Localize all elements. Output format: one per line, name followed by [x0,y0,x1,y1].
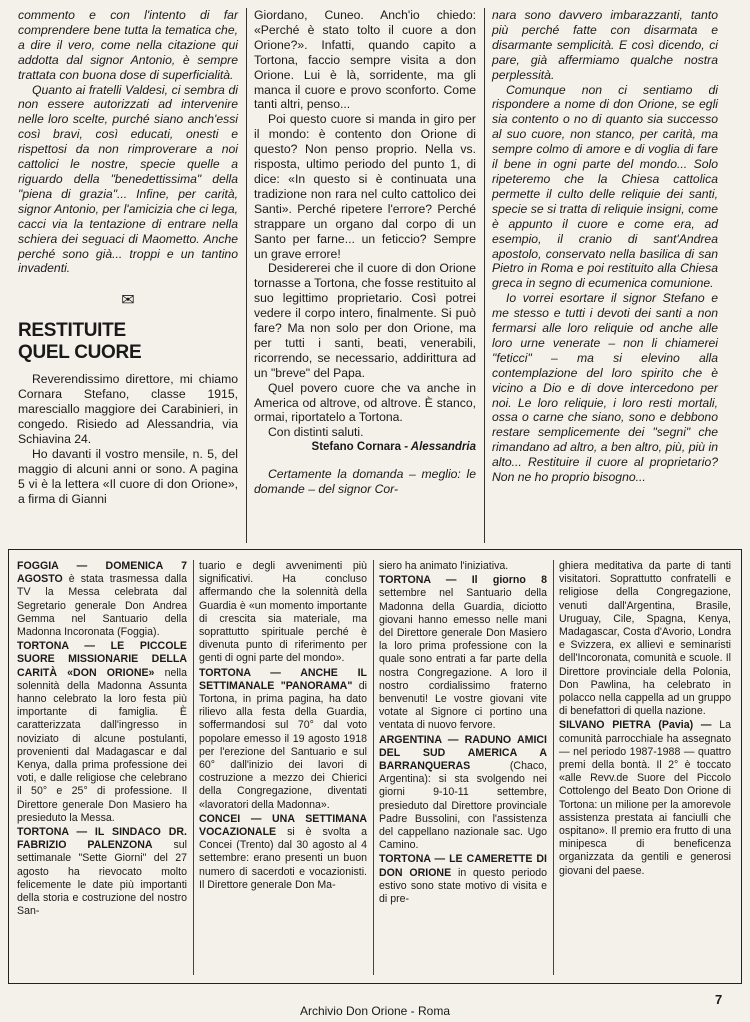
news-item [199,667,367,812]
col1-paragraph-4: Ho davanti il vostro mensile, n. 5, del maggio di alcuni anni or sono. A pagina 5 vi è la lettera «Il cuore di don Orione», a firma di Gianni [18,446,238,506]
news-headline: SILVANO PIETRA (Pavia) — [559,719,712,732]
news-text: siero ha animato l'iniziativa. [379,560,509,572]
news-headline: TORTONA — LE PICCOLE SUORE MISSIONARIE DELLA CARITÀ «DON ORIONE» [17,640,187,679]
col3-paragraph-2: Comunque non ci sentiamo di rispondere a nome di don Orione, se egli sia contento o no di quanto sia successo al suo cuore, non stanco, per carità, ma sempre colmo di amore e di voglia di fare il bene in ogni parte del mondo... Solo ripeteremo che la Chiesa cattolica permette il culto delle reliquie dei santi, specie se si tratta di reliquie insigni, come è appunto il cuore e come era, ad esempio, il cranio di sant'Andrea apostolo, conservato nella basilica di san Pietro in Roma e poi restituito alla Chiesa greca in segno di ecumenica comunione. [492,82,718,291]
news-headline: CONCEI — UNA SETTIMANA VOCAZIONALE [199,812,367,839]
news-text: sul settimanale "Sette Giorni" del 27 agosto ha rievocato molto felicemente le date più importanti della storia e costruzione del nostro San- [17,839,187,918]
col2-paragraph-4: Quel povero cuore che va anche in America od altrove, od altrove. È stanco, ormai, riportatelo a Tortona. [254,380,476,425]
section-title [18,320,238,364]
news-column-4 [559,560,731,879]
news-text: settembre nel Santuario della Madonna della Guardia, diciotto giovani hanno emesso nelle mani del Direttore generale Don Masiero la loro prima professione con la quale sono entrati a far parte della nostra Congregazione. A loro il nostro cordialissimo fraterno benvenuti! Le vostre giovani vite votate al Signore ci portino una ventata di nuovo fervore. [379,587,547,732]
news-column-1 [17,560,187,919]
top-column-3 [492,8,718,485]
top-column-1 [18,8,238,506]
signature-name: Stefano Cornara [311,441,401,454]
news-headline: TORTONA — LE CAMERETTE DI DON ORIONE [379,853,547,879]
news-text: ghiera meditativa da parte di tanti visitatori. Soprattutto confratelli e religiose della Congregazione, venuti dall'Argentina, Brasile, Uruguay, Cile, Spagna, Kenya, Madagascar, Costa d'Avorio, Londra e Svizzera, ex allievi e seminaristi dell'Incoronata, comunità e scuole. Il Direttore provinciale della Polonia, Don Pawlina, ha celebrato in polacco nella cappella ad un gruppo di benefattori di quella nazione. [559,560,731,718]
news-headline: TORTONA — Il giorno 8 [379,574,547,587]
envelope-icon: ✉ [121,292,135,310]
col2-paragraph-2: Poi questo cuore si manda in giro per il mondo: è contento don Orione di questo? Non penso proprio. Nella vs. risposta, ultimo periodo del punto 1, di dice: «In questo si è continuata una tradizione non rara nel culto cattolico dei Santi». Perché ripetere l'errore? Perché strappare un organo dal corpo di un Santo per farne... un feticcio? Sempre un grave errore! [254,112,476,261]
news-text: (Chaco, Argentina): si sta svolgendo nei giorni 9-10-11 settembre, presieduto dal Direttore provinciale Padre Bussolini, con l'assistenza del cappellano nazionale sac. Ugo Camino. [379,760,547,852]
col3-paragraph-1: nara sono davvero imbarazzanti, tanto più perché fatte con disarmata e disarmante semplicità. E così dicendo, ci pare, già affermiamo qualche nostra perplessità. [492,8,718,82]
news-text: si è svolta a Concei (Trento) dal 30 agosto al 4 settembre: erano presenti un buon numero di sacerdoti e vocazionisti. Il Direttore generale Don Ma- [199,826,367,891]
col3-paragraph-3: Io vorrei esortare il signor Stefano e me stesso e tutti i devoti dei santi a non fermarsi alle loro reliquie od anche alle loro urne venerate – non li chiamerei "feticci" – ma si elevino alla contemplazione del loro spirito che è vicino a Dio e di dove intercedono per noi. Le loro reliquie, i loro resti mortali, ossa o carne che siano, sono e debbono restare semplicemente dei "segni" che rimandano ad altro, a ben altro, più, più in alto... Restituire il cuore al proprietario? Non ne ho proprio bisogno... [492,291,718,485]
section-title-line-2: QUEL CUORE [18,342,142,364]
news-column-2 [199,560,367,893]
column-divider-1 [246,8,247,543]
col2-paragraph-6: Certamente la domanda – meglio: le domande – del signor Cor- [254,467,476,497]
archive-footer: Archivio Don Orione - Roma [299,1004,451,1018]
news-text: La comunità parrocchiale ha assegnato — nel periodo 1987-1988 — quattro premi della bontà. Il 2° è toccato «alle Revv.de Suore del Piccolo Cottolengo del Beato Don Orione di Tortona: un milione per la amorevole assistenza prestata ai fanciulli che ospitano». Il premio era frutto di una minipesca di beneficenza organizzata da gentili e generosi giovani del paese. [559,719,731,877]
news-item [379,734,547,853]
news-column-3 [379,560,547,907]
col2-paragraph-1: Giordano, Cuneo. Anch'io chiedo: «Perché è stato tolto il cuore a don Orione?». Infatti, quando capito a Tortona, faccio sempre visita a don Orione. Lui è là, sorridente, ma gli manca il cuore e provo sconforto. Come tanti altri, penso... [254,8,476,112]
col2-paragraph-3: Desidererei che il cuore di don Orione tornasse a Tortona, che fosse restituito al suo legittimo proprietario. Così potrei vedere il corpo intero, finalmente. Si può fare? Ma non solo per don Orione, ma per tutti i santi, beati, venerabili, ricorrendo, se necessario, addirittura ad un "breve" del Papa. [254,261,476,380]
news-text: tuario e degli avvenimenti più significativi. Ha concluso affermando che la solennità della Guardia è «un momento importante di crescita sia materiale, ma soprattutto spirituale perché è divenuta punto di riferimento per genti di ogni parte del mondo». [199,560,367,665]
news-divider-2 [373,560,374,975]
signature-city: - Alessandria [404,441,476,454]
col2-paragraph-5: Con distinti saluti. [268,425,364,440]
news-text: di Tortona, in prima pagina, ha dato rilievo alla festa della Guardia, soffermandosi sul 70° dal voto popolare emesso il 19 agosto 1918 per l'erezione del Santuario e sul 60° dall'inizio dei lavori di costruzione a mezzo dei Chierici della Congregazione, diventati «lavoratori della Madonna». [199,679,367,811]
news-item [199,813,367,892]
column-divider-2 [484,8,485,543]
section-title-line-1: RESTITUITE [18,320,126,342]
news-text: in questo periodo estivo sono state motivo di visita e di pre- [379,866,548,906]
top-column-2 [254,8,476,497]
col1-paragraph-3: Reverendissimo direttore, mi chiamo Cornara Stefano, classe 1915, maresciallo maggiore dei Carabinieri, in congedo. Risiedo ad Alessandria, via Schiavina 24. [18,372,238,446]
news-item [559,719,731,877]
col1-paragraph-1: commento e con l'intento di far comprendere bene tutta la tematica che, a dire il vero, come nella citazione qui addotta dal signor Antonio, è sempre trattata con buona dose di superficialità. [18,8,238,82]
news-divider-3 [553,560,554,975]
news-item [17,826,187,918]
news-headline: FOGGIA — DOMENICA 7 AGOSTO [17,560,187,586]
signature [254,440,476,455]
news-text: è stata trasmessa dalla TV la Messa celebrata dal Segretario generale Don Andrea Gemma nel Santuario della Madonna Incoronata (Foggia). [17,573,187,639]
news-headline: TORTONA — ANCHE IL SETTIMANALE "PANORAMA" [199,666,367,692]
news-headline: ARGENTINA — RADUNO AMICI DEL SUD AMERICA A BARRANQUERAS [379,733,547,773]
page-number: 7 [715,992,723,1007]
news-headline: TORTONA — IL SINDACO DR. FABRIZIO PALENZONA [17,826,187,852]
news-item [379,853,547,906]
news-divider-1 [193,560,194,975]
news-item [379,574,547,732]
col1-paragraph-2: Quanto ai fratelli Valdesi, ci sembra di non essere autorizzati ad intervenire nelle loro scelte, purché siano anch'essi così bravi, così educati, onesti e rispettosi da non rimproverare a noi cattolici le nostre, specie quelle a riguardo della "benedettissima" della "piena di grazia"... Infine, per carità, signor Antonio, per l'amicizia che ci lega, cacci via la tentazione di entrare nella schiera dei seguaci di Maometto. Anche perché sono già... troppi e un tantino invadenti. [18,82,238,276]
news-item [17,560,187,639]
news-box [8,549,742,984]
news-text: nella solennità della Madonna Assunta hanno celebrato la loro festa più importante di famiglia. È caratterizzata dall'ingresso in noviziato di alcune postulanti, provenienti dal Madagascar e dal Kenya, dalla prima professione dei voti, e dalle religiose che celebrano il 50° e 25° di professione. Il Direttore generale Don Masiero ha presieduto la Messa. [17,666,187,824]
news-item [17,640,187,825]
